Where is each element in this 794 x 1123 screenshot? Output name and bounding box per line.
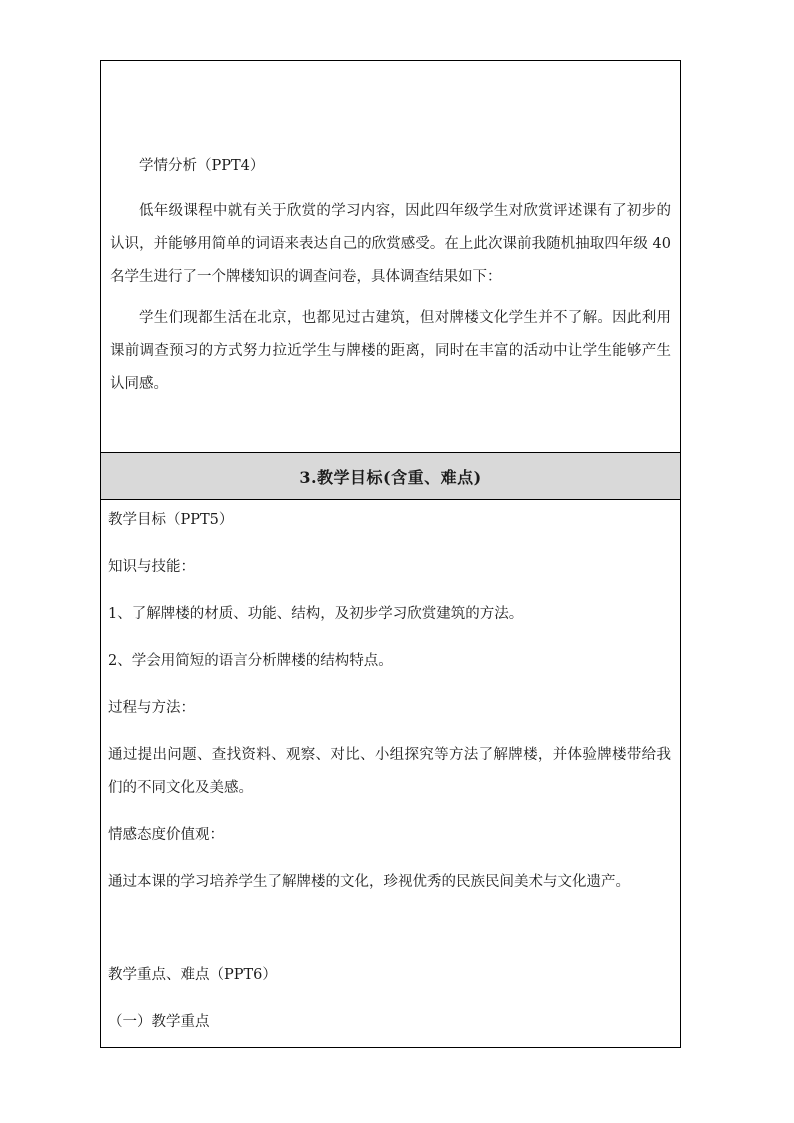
key-points-subtitle: （一）教学重点	[108, 1014, 210, 1030]
learning-analysis-paragraph-2: 学生们现都生活在北京，也都见过古建筑，但对牌楼文化学生并不了解。因此利用课前调查预习的方式努力拉近学生与牌楼的距离，同时在丰富的活动中让学生能够产生认同感。	[110, 310, 671, 392]
section-header-row	[101, 453, 680, 500]
goals-title: 教学目标（PPT5）	[108, 512, 234, 528]
learning-analysis-paragraph-1: 低年级课程中就有关于欣赏的学习内容，因此四年级学生对欣赏评述课有了初步的认识，并能够用简单的词语来表达自己的欣赏感受。在上此次课前我随机抽取四年级 40 名学生进行了一个牌楼知识的调查问卷，具体调查结果如下：	[110, 203, 671, 285]
learning-analysis-cell	[101, 61, 680, 453]
section-header-title: 3.教学目标(含重、难点)	[299, 467, 482, 487]
emotion-title: 情感态度价值观：	[108, 827, 224, 843]
teaching-goals-cell	[101, 500, 680, 1048]
key-points-title: 教学重点、难点（PPT6）	[108, 967, 277, 983]
knowledge-item-1: 1、了解牌楼的材质、功能、结构，及初步学习欣赏建筑的方法。	[108, 606, 524, 622]
knowledge-title: 知识与技能：	[108, 559, 195, 575]
process-text: 通过提出问题、查找资料、观察、对比、小组探究等方法了解牌楼，并体验牌楼带给我们的不同文化及美感。	[108, 747, 671, 796]
process-title: 过程与方法：	[108, 700, 195, 716]
document-table	[100, 60, 681, 1048]
knowledge-item-2: 2、学会用简短的语言分析牌楼的结构特点。	[108, 653, 393, 669]
learning-analysis-heading: 学情分析（PPT4）	[139, 158, 265, 174]
emotion-text: 通过本课的学习培养学生了解牌楼的文化，珍视优秀的民族民间美术与文化遗产。	[108, 874, 630, 890]
